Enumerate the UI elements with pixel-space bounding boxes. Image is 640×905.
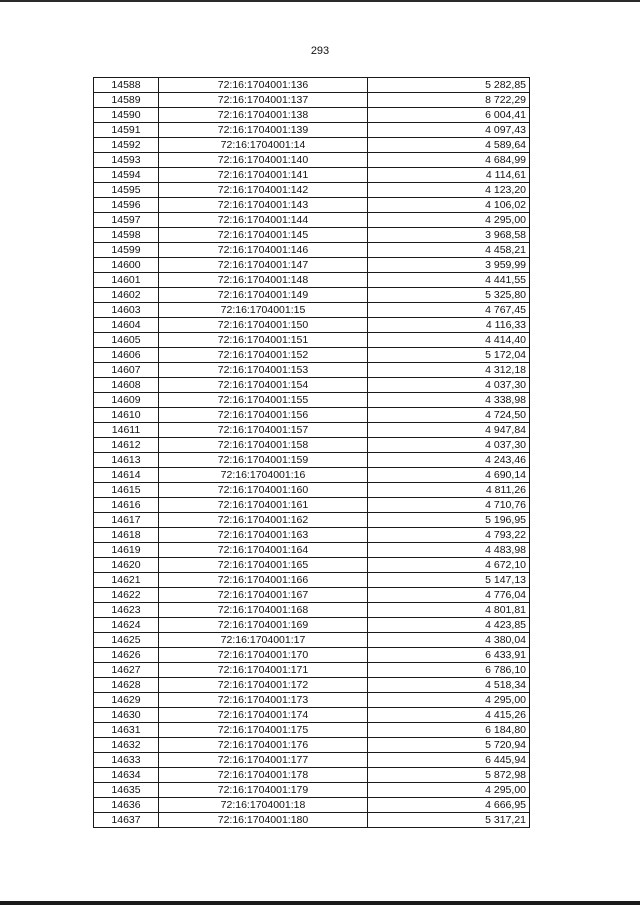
table-row (94, 213, 530, 228)
value-cell: 5 172,04 (368, 348, 530, 363)
cadastral-number-cell: 72:16:1704001:174 (159, 708, 368, 723)
table-row (94, 783, 530, 798)
value-cell: 4 106,02 (368, 198, 530, 213)
table-row (94, 168, 530, 183)
row-number-cell: 14595 (94, 183, 159, 198)
value-cell: 5 325,80 (368, 288, 530, 303)
table-row (94, 363, 530, 378)
cadastral-number-cell: 72:16:1704001:162 (159, 513, 368, 528)
table-row (94, 663, 530, 678)
value-cell: 3 959,99 (368, 258, 530, 273)
value-cell: 4 295,00 (368, 693, 530, 708)
table-row (94, 798, 530, 813)
cadastral-number-cell: 72:16:1704001:139 (159, 123, 368, 138)
row-number-cell: 14634 (94, 768, 159, 783)
table-row (94, 693, 530, 708)
value-cell: 4 811,26 (368, 483, 530, 498)
row-number-cell: 14594 (94, 168, 159, 183)
table-row (94, 183, 530, 198)
cadastral-number-cell: 72:16:1704001:149 (159, 288, 368, 303)
table-row (94, 453, 530, 468)
row-number-cell: 14624 (94, 618, 159, 633)
value-cell: 4 458,21 (368, 243, 530, 258)
cadastral-number-cell: 72:16:1704001:141 (159, 168, 368, 183)
table-row (94, 243, 530, 258)
cadastral-number-cell: 72:16:1704001:161 (159, 498, 368, 513)
cadastral-number-cell: 72:16:1704001:156 (159, 408, 368, 423)
row-number-cell: 14630 (94, 708, 159, 723)
cadastral-number-cell: 72:16:1704001:172 (159, 678, 368, 693)
cadastral-number-cell: 72:16:1704001:180 (159, 813, 368, 828)
row-number-cell: 14599 (94, 243, 159, 258)
cadastral-number-cell: 72:16:1704001:163 (159, 528, 368, 543)
table-row (94, 543, 530, 558)
cadastral-number-cell: 72:16:1704001:179 (159, 783, 368, 798)
row-number-cell: 14629 (94, 693, 159, 708)
value-cell: 4 724,50 (368, 408, 530, 423)
row-number-cell: 14601 (94, 273, 159, 288)
row-number-cell: 14600 (94, 258, 159, 273)
cadastral-number-cell: 72:16:1704001:136 (159, 78, 368, 93)
row-number-cell: 14633 (94, 753, 159, 768)
row-number-cell: 14592 (94, 138, 159, 153)
value-cell: 4 776,04 (368, 588, 530, 603)
value-cell: 4 767,45 (368, 303, 530, 318)
value-cell: 4 793,22 (368, 528, 530, 543)
table-row (94, 153, 530, 168)
value-cell: 4 037,30 (368, 438, 530, 453)
cadastral-number-cell: 72:16:1704001:14 (159, 138, 368, 153)
row-number-cell: 14627 (94, 663, 159, 678)
value-cell: 4 295,00 (368, 213, 530, 228)
table-row (94, 393, 530, 408)
value-cell: 4 415,26 (368, 708, 530, 723)
cadastral-number-cell: 72:16:1704001:143 (159, 198, 368, 213)
cadastral-number-cell: 72:16:1704001:17 (159, 633, 368, 648)
row-number-cell: 14628 (94, 678, 159, 693)
row-number-cell: 14617 (94, 513, 159, 528)
value-cell: 4 947,84 (368, 423, 530, 438)
scan-edge-bottom (0, 901, 640, 905)
row-number-cell: 14622 (94, 588, 159, 603)
value-cell: 4 312,18 (368, 363, 530, 378)
row-number-cell: 14614 (94, 468, 159, 483)
value-cell: 5 196,95 (368, 513, 530, 528)
cadastral-number-cell: 72:16:1704001:170 (159, 648, 368, 663)
cadastral-number-cell: 72:16:1704001:16 (159, 468, 368, 483)
scan-edge-top (0, 0, 640, 2)
cadastral-number-cell: 72:16:1704001:178 (159, 768, 368, 783)
page-number: 293 (310, 45, 330, 57)
table-row (94, 768, 530, 783)
table-row (94, 588, 530, 603)
row-number-cell: 14621 (94, 573, 159, 588)
table-row (94, 228, 530, 243)
row-number-cell: 14606 (94, 348, 159, 363)
cadastral-number-cell: 72:16:1704001:166 (159, 573, 368, 588)
value-cell: 6 786,10 (368, 663, 530, 678)
value-cell: 5 872,98 (368, 768, 530, 783)
row-number-cell: 14588 (94, 78, 159, 93)
value-cell: 4 116,33 (368, 318, 530, 333)
value-cell: 4 243,46 (368, 453, 530, 468)
row-number-cell: 14590 (94, 108, 159, 123)
row-number-cell: 14637 (94, 813, 159, 828)
row-number-cell: 14623 (94, 603, 159, 618)
table-row (94, 813, 530, 828)
cadastral-number-cell: 72:16:1704001:164 (159, 543, 368, 558)
value-cell: 5 147,13 (368, 573, 530, 588)
cadastral-number-cell: 72:16:1704001:177 (159, 753, 368, 768)
row-number-cell: 14611 (94, 423, 159, 438)
value-cell: 4 414,40 (368, 333, 530, 348)
value-cell: 5 720,94 (368, 738, 530, 753)
table-row (94, 483, 530, 498)
row-number-cell: 14616 (94, 498, 159, 513)
cadastral-number-cell: 72:16:1704001:137 (159, 93, 368, 108)
cadastral-number-cell: 72:16:1704001:167 (159, 588, 368, 603)
cadastral-number-cell: 72:16:1704001:160 (159, 483, 368, 498)
cadastral-number-cell: 72:16:1704001:18 (159, 798, 368, 813)
row-number-cell: 14625 (94, 633, 159, 648)
cadastral-number-cell: 72:16:1704001:155 (159, 393, 368, 408)
table-row (94, 333, 530, 348)
value-cell: 4 672,10 (368, 558, 530, 573)
value-cell: 4 589,64 (368, 138, 530, 153)
table-row (94, 258, 530, 273)
table-row (94, 633, 530, 648)
table-row (94, 288, 530, 303)
value-cell: 4 114,61 (368, 168, 530, 183)
cadastral-number-cell: 72:16:1704001:153 (159, 363, 368, 378)
value-cell: 5 282,85 (368, 78, 530, 93)
cadastral-number-cell: 72:16:1704001:165 (159, 558, 368, 573)
row-number-cell: 14589 (94, 93, 159, 108)
cadastral-number-cell: 72:16:1704001:171 (159, 663, 368, 678)
table-row (94, 738, 530, 753)
table-row (94, 498, 530, 513)
row-number-cell: 14631 (94, 723, 159, 738)
table-row (94, 528, 530, 543)
value-cell: 4 123,20 (368, 183, 530, 198)
table-row (94, 723, 530, 738)
value-cell: 6 184,80 (368, 723, 530, 738)
table-row (94, 558, 530, 573)
row-number-cell: 14591 (94, 123, 159, 138)
row-number-cell: 14604 (94, 318, 159, 333)
row-number-cell: 14618 (94, 528, 159, 543)
cadastral-number-cell: 72:16:1704001:158 (159, 438, 368, 453)
cadastral-number-cell: 72:16:1704001:138 (159, 108, 368, 123)
cadastral-number-cell: 72:16:1704001:148 (159, 273, 368, 288)
table-row (94, 408, 530, 423)
table-row (94, 273, 530, 288)
cadastral-register-table (93, 77, 530, 828)
table-row (94, 108, 530, 123)
cadastral-number-cell: 72:16:1704001:176 (159, 738, 368, 753)
table-row (94, 348, 530, 363)
row-number-cell: 14598 (94, 228, 159, 243)
cadastral-number-cell: 72:16:1704001:15 (159, 303, 368, 318)
value-cell: 6 445,94 (368, 753, 530, 768)
cadastral-number-cell: 72:16:1704001:146 (159, 243, 368, 258)
row-number-cell: 14613 (94, 453, 159, 468)
value-cell: 8 722,29 (368, 93, 530, 108)
table-row (94, 423, 530, 438)
value-cell: 6 433,91 (368, 648, 530, 663)
value-cell: 4 338,98 (368, 393, 530, 408)
cadastral-number-cell: 72:16:1704001:168 (159, 603, 368, 618)
row-number-cell: 14593 (94, 153, 159, 168)
cadastral-number-cell: 72:16:1704001:140 (159, 153, 368, 168)
table-row (94, 438, 530, 453)
value-cell: 4 518,34 (368, 678, 530, 693)
row-number-cell: 14636 (94, 798, 159, 813)
row-number-cell: 14612 (94, 438, 159, 453)
value-cell: 4 684,99 (368, 153, 530, 168)
table-row (94, 378, 530, 393)
value-cell: 4 710,76 (368, 498, 530, 513)
value-cell: 3 968,58 (368, 228, 530, 243)
row-number-cell: 14609 (94, 393, 159, 408)
value-cell: 4 483,98 (368, 543, 530, 558)
value-cell: 4 037,30 (368, 378, 530, 393)
table-row (94, 303, 530, 318)
cadastral-number-cell: 72:16:1704001:142 (159, 183, 368, 198)
cadastral-number-cell: 72:16:1704001:144 (159, 213, 368, 228)
row-number-cell: 14602 (94, 288, 159, 303)
table-row (94, 138, 530, 153)
row-number-cell: 14626 (94, 648, 159, 663)
value-cell: 4 690,14 (368, 468, 530, 483)
value-cell: 5 317,21 (368, 813, 530, 828)
cadastral-number-cell: 72:16:1704001:154 (159, 378, 368, 393)
table-row (94, 708, 530, 723)
cadastral-number-cell: 72:16:1704001:175 (159, 723, 368, 738)
row-number-cell: 14608 (94, 378, 159, 393)
row-number-cell: 14635 (94, 783, 159, 798)
row-number-cell: 14619 (94, 543, 159, 558)
cadastral-number-cell: 72:16:1704001:152 (159, 348, 368, 363)
table-row (94, 78, 530, 93)
row-number-cell: 14607 (94, 363, 159, 378)
table-row (94, 603, 530, 618)
row-number-cell: 14620 (94, 558, 159, 573)
value-cell: 4 097,43 (368, 123, 530, 138)
row-number-cell: 14632 (94, 738, 159, 753)
value-cell: 4 801,81 (368, 603, 530, 618)
row-number-cell: 14596 (94, 198, 159, 213)
cadastral-number-cell: 72:16:1704001:173 (159, 693, 368, 708)
table-row (94, 573, 530, 588)
cadastral-number-cell: 72:16:1704001:157 (159, 423, 368, 438)
table-body (94, 78, 530, 828)
table-row (94, 618, 530, 633)
table-row (94, 648, 530, 663)
value-cell: 6 004,41 (368, 108, 530, 123)
value-cell: 4 295,00 (368, 783, 530, 798)
value-cell: 4 423,85 (368, 618, 530, 633)
table-row (94, 678, 530, 693)
cadastral-number-cell: 72:16:1704001:151 (159, 333, 368, 348)
value-cell: 4 441,55 (368, 273, 530, 288)
value-cell: 4 380,04 (368, 633, 530, 648)
row-number-cell: 14615 (94, 483, 159, 498)
cadastral-number-cell: 72:16:1704001:147 (159, 258, 368, 273)
table-row (94, 198, 530, 213)
row-number-cell: 14605 (94, 333, 159, 348)
table-row (94, 753, 530, 768)
row-number-cell: 14610 (94, 408, 159, 423)
cadastral-number-cell: 72:16:1704001:150 (159, 318, 368, 333)
cadastral-number-cell: 72:16:1704001:169 (159, 618, 368, 633)
value-cell: 4 666,95 (368, 798, 530, 813)
table-row (94, 513, 530, 528)
row-number-cell: 14603 (94, 303, 159, 318)
cadastral-number-cell: 72:16:1704001:159 (159, 453, 368, 468)
table-row (94, 318, 530, 333)
table-row (94, 123, 530, 138)
row-number-cell: 14597 (94, 213, 159, 228)
table-row (94, 468, 530, 483)
table-row (94, 93, 530, 108)
cadastral-number-cell: 72:16:1704001:145 (159, 228, 368, 243)
